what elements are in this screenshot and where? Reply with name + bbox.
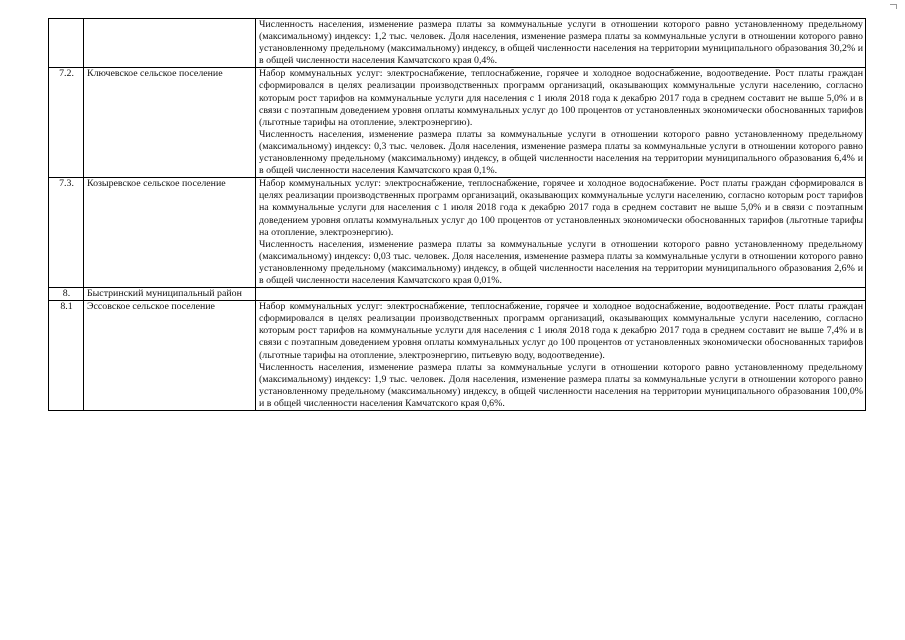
row-number xyxy=(49,19,84,68)
table-row xyxy=(49,288,866,301)
description-paragraph: Набор коммунальных услуг: электроснабжение, теплоснабжение, горячее и холодное водоснабжение, водоотведение. Рост платы граждан сформировался в целях реализации производственных программ организаций, оказывающих коммунальные услуги населению, согласно которым рост тарифов на коммунальные услуги для населения с 1 июля 2018 года к декабрю 2017 года в среднем составит не выше 5,0% и в связи с поэтапным доведением уровня оплаты коммунальных услуг до 100 процентов от установленных экономически обоснованных тарифов (льготные тарифы на отопление, электроэнергию). xyxy=(259,68,863,128)
description-cell xyxy=(256,19,866,68)
description-paragraph: Численность населения, изменение размера платы за коммунальные услуги в отношении которого равно установленному предельному (максимальному) индексу: 1,9 тыс. человек. Доля населения, изменение размера платы за коммунальные услуги в отношении которого равно установленному предельному (максимальному) индексу, в общей численности населения на территории муниципального образования 100,0% и в общей численности населения Камчатского края 0,6%. xyxy=(259,361,863,409)
municipality-name xyxy=(84,19,256,68)
description-paragraph: Набор коммунальных услуг: электроснабжение, теплоснабжение, горячее и холодное водоснабжение, водоотведение. Рост платы граждан сформировался в целях реализации производственных программ организаций, оказывающих коммунальные услуги населению, согласно которым рост тарифов на коммунальные услуги для населения с 1 июля 2018 года к декабрю 2017 года в среднем составит не выше 7,4% и в связи с поэтапным доведением уровня оплаты коммунальных услуг до 100 процентов от установленных экономически обоснованных тарифов (льготные тарифы на отопление, электроэнергию, питьевую воду, водоотведение). xyxy=(259,301,863,361)
municipality-name: Быстринский муниципальный район xyxy=(84,288,256,301)
row-number: 8. xyxy=(49,288,84,301)
row-number: 7.3. xyxy=(49,178,84,288)
municipality-name: Эссовское сельское поселение xyxy=(84,301,256,411)
description-paragraph: Численность населения, изменение размера платы за коммунальные услуги в отношении которого равно установленному предельному (максимальному) индексу: 0,3 тыс. человек. Доля населения, изменение размера платы за коммунальные услуги в отношении которого равно установленному предельному (максимальному) индексу, в общей численности населения на территории муниципального образования 6,4% и в общей численности населения Камчатского края 0,1%. xyxy=(259,128,863,177)
description-cell xyxy=(256,288,866,301)
row-number: 8.1 xyxy=(49,301,84,411)
description-cell xyxy=(256,301,866,411)
municipality-name: Ключевское сельское поселение xyxy=(84,68,256,178)
description-cell xyxy=(256,178,866,288)
description-paragraph: Численность населения, изменение размера платы за коммунальные услуги в отношении которого равно установленному предельному (максимальному) индексу: 0,03 тыс. человек. Доля населения, изменение размера платы за коммунальные услуги в отношении которого равно установленному предельному (максимальному) индексу, в общей численности населения на территории муниципального образования 2,6% и в общей численности населения Камчатского края 0,01%. xyxy=(259,238,863,286)
table-row xyxy=(49,178,866,288)
description-paragraph: Численность населения, изменение размера платы за коммунальные услуги в отношении которого равно установленному предельному (максимальному) индексу: 1,2 тыс. человек. Доля населения, изменение размера платы за коммунальные услуги в отношении которого равно установленному предельному (максимальному) индексу, в общей численности населения на территории муниципального образования 30,2% и в общей численности населения Камчатского края 0,4%. xyxy=(259,19,863,67)
tariff-table xyxy=(48,18,866,411)
page-corner-mark xyxy=(890,4,897,9)
row-number: 7.2. xyxy=(49,68,84,178)
table-row xyxy=(49,301,866,411)
municipality-name: Козыревское сельское поселение xyxy=(84,178,256,288)
table-row xyxy=(49,19,866,68)
table-row xyxy=(49,68,866,178)
description-paragraph: Набор коммунальных услуг: электроснабжение, теплоснабжение, горячее и холодное водоснабжение. Рост платы граждан сформировался в целях реализации производственных программ организаций, оказывающих коммунальные услуги населению, согласно которым рост тарифов на коммунальные услуги для населения с 1 июля 2018 года к декабрю 2017 года в среднем составит не выше 5,0% и в связи с поэтапным доведением уровня оплаты коммунальных услуг до 100 процентов от установленных экономически обоснованных тарифов (льготные тарифы на отопление, электроэнергию). xyxy=(259,178,863,238)
description-cell xyxy=(256,68,866,178)
